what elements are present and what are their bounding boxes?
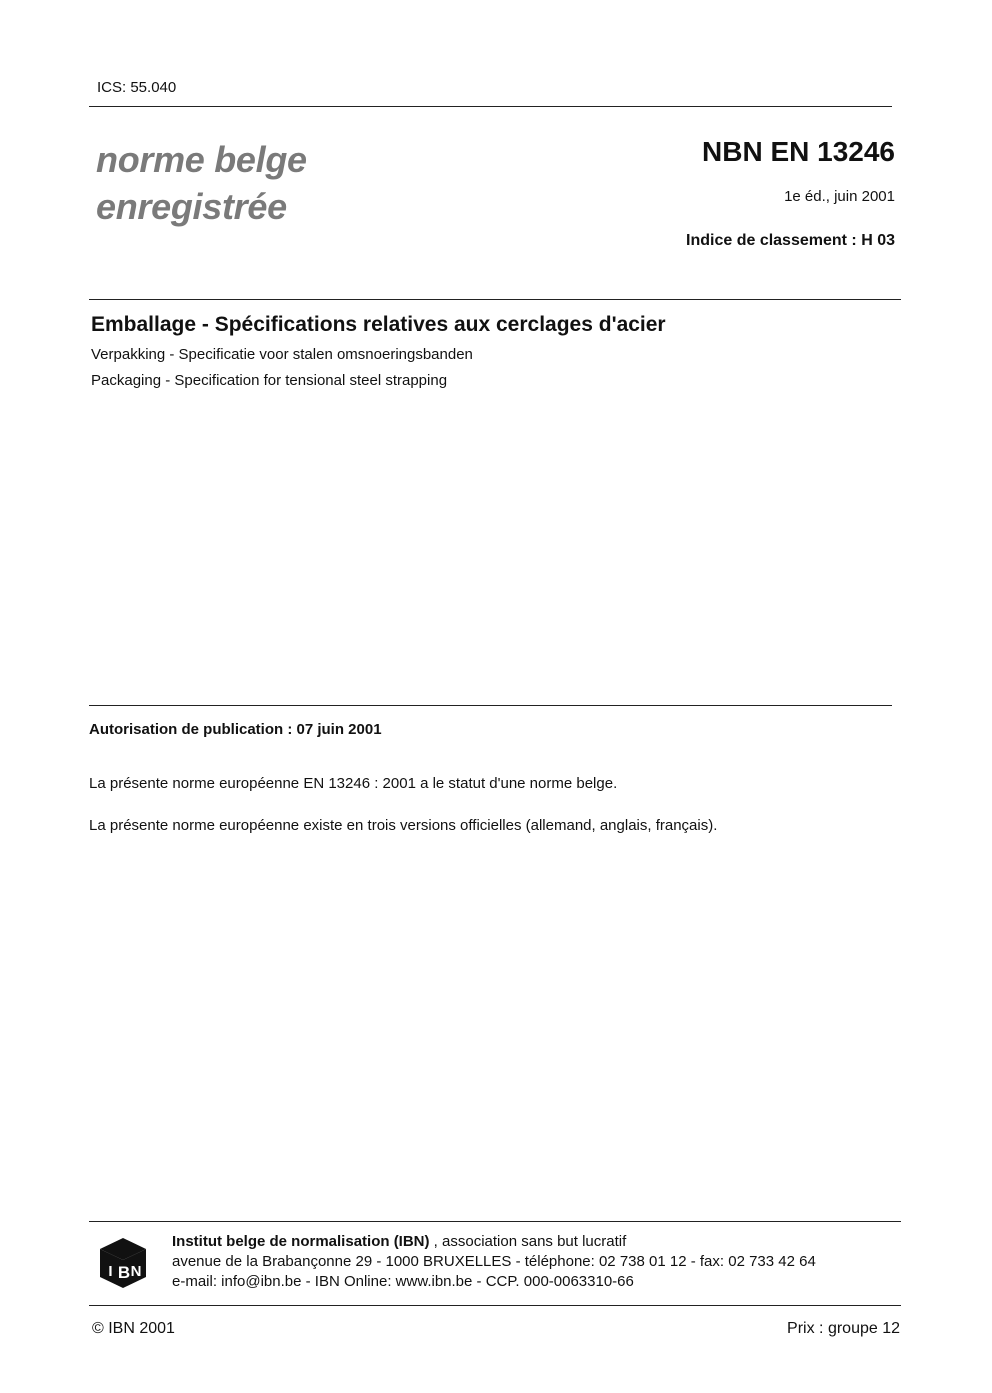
brand-line-2: enregistrée [96,186,287,227]
versions-paragraph: La présente norme européenne existe en trois versions officielles (allemand, anglais, français). [89,817,718,834]
footer-divider [89,1221,901,1222]
classification-index: Indice de classement : H 03 [686,232,895,249]
logo-letter-b: B [117,1263,131,1282]
logo-letter-n: N [130,1263,142,1280]
copyright: © IBN 2001 [92,1320,175,1337]
ics-code: ICS: 55.040 [97,79,177,96]
publication-authorization: Autorisation de publication : 07 juin 2001 [89,721,382,738]
institute-contact: e-mail: info@ibn.be - IBN Online: www.ibn.be - CCP. 000-0063310-66 [172,1273,634,1290]
status-paragraph: La présente norme européenne EN 13246 : 2001 a le statut d'une norme belge. [89,775,618,792]
body-divider [89,705,892,706]
title-english: Packaging - Specification for tensional steel strapping [91,372,448,389]
title-dutch: Verpakking - Specificatie voor stalen omsnoeringsbanden [91,346,473,363]
institute-type: , association sans but lucratif [429,1233,627,1250]
edition-date: 1e éd., juin 2001 [784,188,895,205]
ibn-logo-icon [98,1236,148,1290]
price-group: Prix : groupe 12 [787,1320,900,1337]
brand-line-1: norme belge [96,139,307,180]
standard-number: NBN EN 13246 [702,136,895,167]
bottom-divider [89,1305,901,1306]
institute-address: avenue de la Brabançonne 29 - 1000 BRUXELLES - téléphone: 02 738 01 12 - fax: 02 733 42 64 [172,1253,816,1270]
top-divider [89,106,892,107]
institute-name: Institut belge de normalisation (IBN) [172,1233,430,1250]
institute-name-line [172,1232,816,1252]
institute-info [172,1232,816,1292]
logo-letter-i: I [108,1263,113,1280]
brand-title [96,136,307,230]
title-french: Emballage - Spécifications relatives aux cerclages d'acier [91,313,666,336]
title-divider [89,299,901,300]
